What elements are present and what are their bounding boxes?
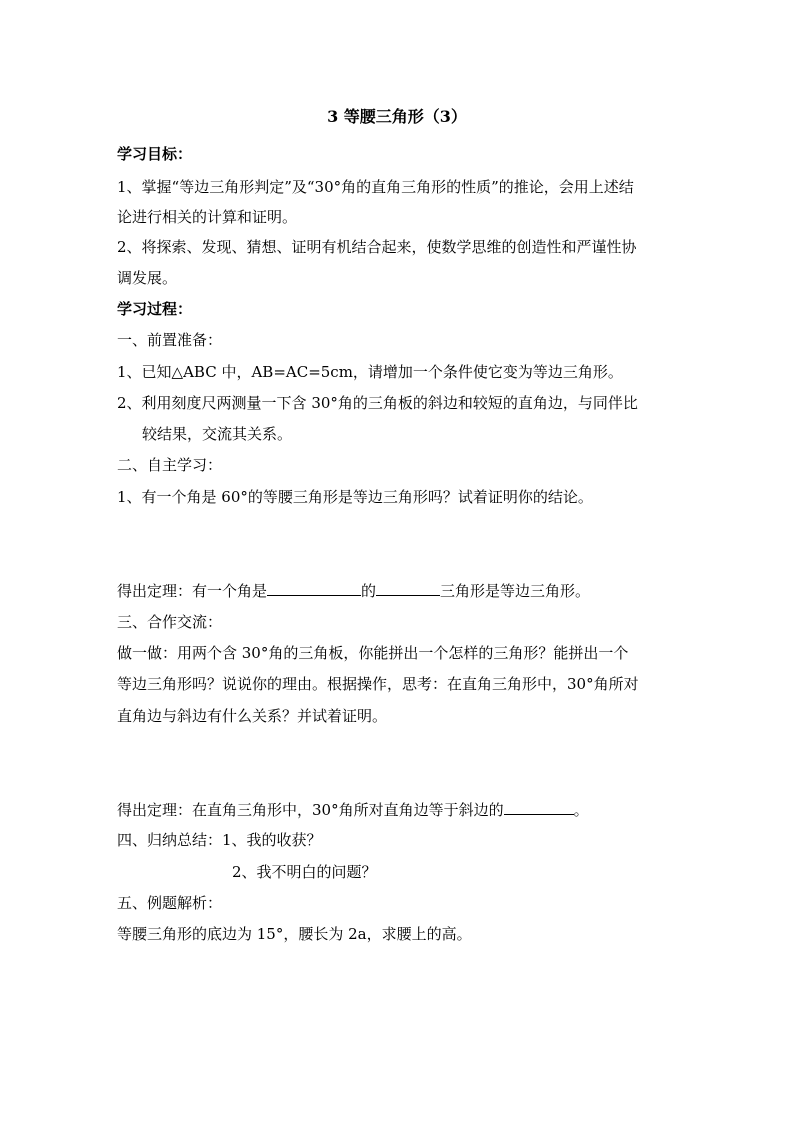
objective-1-line-1: 1、掌握“等边三角形判定”及“30°角的直角三角形的性质”的推论，会用上述结 bbox=[117, 178, 634, 196]
summary-heading: 四、归纳总结： bbox=[117, 831, 223, 849]
objective-2-line-1: 2、将探索、发现、猜想、证明有机结合起来，使数学思维的创造性和严谨性协 bbox=[117, 238, 637, 256]
prep-item-1: 1、已知△ABC 中，AB=AC=5cm，请增加一个条件使它变为等边三角形。 bbox=[117, 363, 623, 381]
theorem-2-blank[interactable] bbox=[504, 798, 574, 815]
theorem-1-text-b: 的 bbox=[361, 582, 377, 600]
theorem-1-blank-1[interactable] bbox=[267, 579, 361, 596]
self-study-heading: 二、自主学习： bbox=[117, 456, 223, 474]
cooperation-line-3: 直角边与斜边有什么关系？并试着证明。 bbox=[117, 707, 388, 725]
theorem-1-text-c: 三角形是等边三角形。 bbox=[440, 582, 591, 600]
cooperation-line-2: 等边三角形吗？说说你的理由。根据操作，思考：在直角三角形中，30°角所对 bbox=[117, 675, 639, 693]
self-study-theorem bbox=[117, 579, 590, 602]
prep-item-2-line-2: 较结果，交流其关系。 bbox=[142, 425, 293, 443]
objective-1-line-2: 论进行相关的计算和证明。 bbox=[117, 208, 298, 226]
process-heading: 学习过程： bbox=[117, 300, 193, 318]
objectives-heading: 学习目标： bbox=[117, 145, 193, 163]
cooperation-heading: 三、合作交流： bbox=[117, 613, 223, 631]
example-heading: 五、例题解析： bbox=[117, 894, 223, 912]
theorem-2-text-a: 得出定理：在直角三角形中，30°角所对直角边等于斜边的 bbox=[117, 801, 504, 819]
theorem-1-text-a: 得出定理：有一个角是 bbox=[117, 582, 268, 600]
summary-item-1: 1、我的收获？ bbox=[222, 831, 322, 849]
objective-2-line-2: 调发展。 bbox=[117, 269, 178, 287]
example-problem: 等腰三角形的底边为 15°，腰长为 2a，求腰上的高。 bbox=[117, 925, 472, 943]
summary-line bbox=[117, 829, 322, 851]
cooperation-theorem bbox=[117, 798, 589, 821]
theorem-2-text-b: 。 bbox=[573, 801, 589, 819]
theorem-1-blank-2[interactable] bbox=[376, 579, 440, 596]
prep-heading: 一、前置准备： bbox=[117, 331, 223, 349]
page-title: 3 等腰三角形（3） bbox=[327, 107, 467, 126]
summary-item-2: 2、我不明白的问题？ bbox=[232, 863, 377, 881]
cooperation-line-1: 做一做：用两个含 30°角的三角板，你能拼出一个怎样的三角形？能拼出一个 bbox=[117, 644, 629, 662]
self-study-item-1: 1、有一个角是 60°的等腰三角形是等边三角形吗？试着证明你的结论。 bbox=[117, 488, 593, 506]
prep-item-2-line-1: 2、利用刻度尺两测量一下含 30°角的三角板的斜边和较短的直角边，与同伴比 bbox=[117, 394, 638, 412]
